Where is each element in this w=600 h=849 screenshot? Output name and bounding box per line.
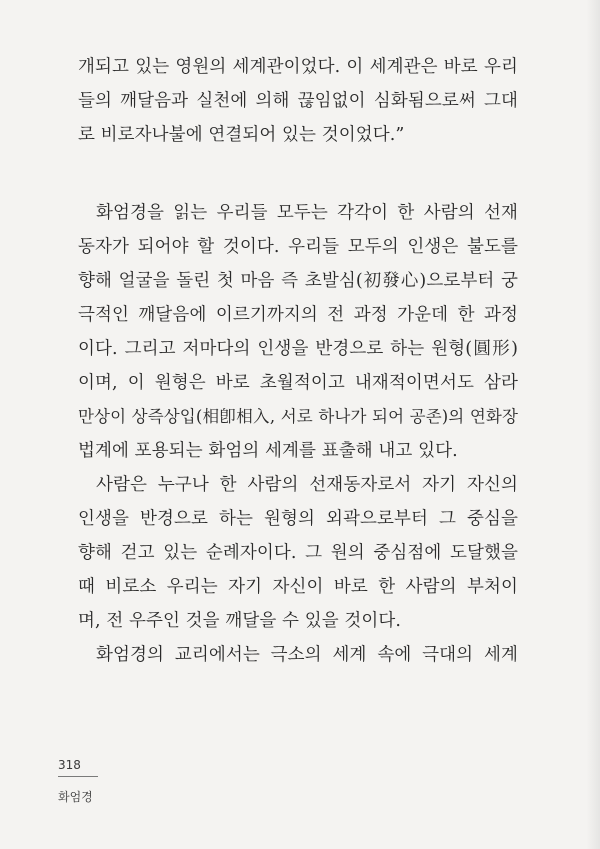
text-line: 만상이 상즉상입(相卽相入, 서로 하나가 되어 공존)의 연화장 [78,407,518,426]
text-line: 인생을 반경으로 하는 원형의 외곽으로부터 그 중심을 [78,509,518,529]
text-line: 향해 걷고 있는 순례자이다. 그 원의 중심점에 도달했을 [78,543,518,563]
page-edge-shadow [586,0,600,849]
text-line: 때 비로소 우리는 자기 자신이 바로 한 사람의 부처이 [78,577,518,597]
text-line: 극적인 깨달음에 이르기까지의 전 과정 가운데 한 과정 [78,305,518,325]
running-footer-title: 화엄경 [58,790,93,804]
text-line: 사람은 누구나 한 사람의 선재동자로서 자기 자신의 [96,475,518,495]
text-line: 화엄경을 읽는 우리들 모두는 각각이 한 사람의 선재 [96,203,518,223]
quote-continuation [78,50,518,152]
text-line: 며, 전 우주인 것을 깨달을 수 있을 것이다. [78,611,402,631]
text-line: 화엄경의 교리에서는 극소의 세계 속에 극대의 세계 [96,645,518,665]
text-line: 로 비로자나불에 연결되어 있는 것이었다.” [78,125,405,145]
text-line: 동자가 되어야 할 것이다. 우리들 모두의 인생은 불도를 [78,237,518,257]
footer-divider [58,776,98,777]
text-line: 이며, 이 원형은 바로 초월적이고 내재적이면서도 삼라 [78,373,518,393]
page-number: 318 [58,758,81,772]
text-line: 이다. 그리고 저마다의 인생을 반경으로 하는 원형(圓形) [78,339,518,359]
text-line: 개되고 있는 영원의 세계관이었다. 이 세계관은 바로 우리 [78,57,518,77]
text-line: 들의 깨달음과 실천에 의해 끊임없이 심화됨으로써 그대 [78,91,518,111]
body-text [78,196,518,672]
text-line: 향해 얼굴을 돌린 첫 마음 즉 초발심(初發心)으로부터 궁 [78,271,518,291]
text-line: 법계에 포용되는 화엄의 세계를 표출해 내고 있다. [78,441,458,461]
